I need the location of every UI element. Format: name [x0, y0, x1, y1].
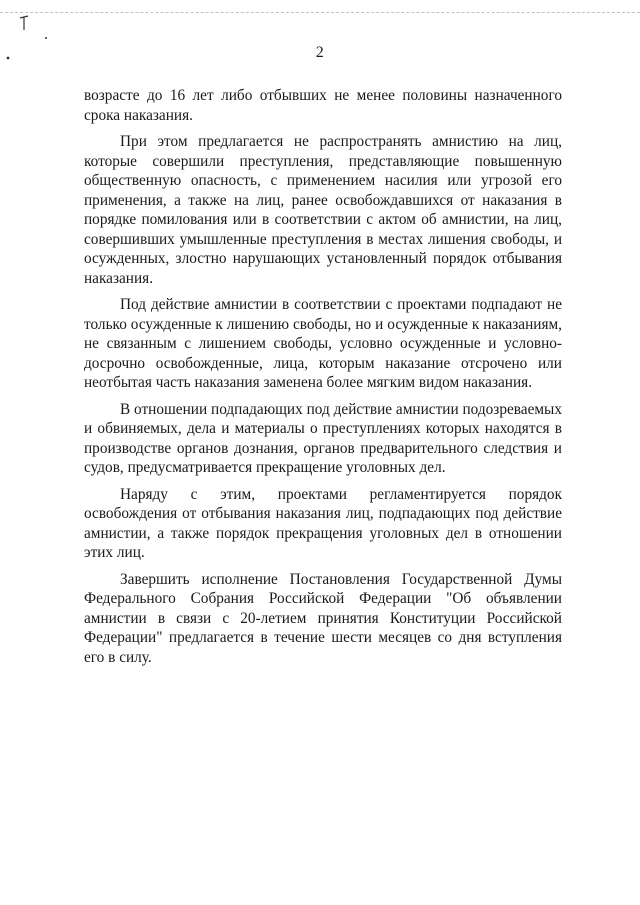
document-body: [84, 86, 562, 674]
paragraph-completion-term: Завершить исполнение Постановления Государственной Думы Федерального Собрания Российской Федерации "Об объявлении амнистии в связи с 20-летием принятия Конституции Российской Федерации" предлагается в течение шести месяцев со дня вступления его в силу.: [84, 570, 562, 666]
paragraph-amnesty-scope: Под действие амнистии в соответствии с проектами подпадают не только осужденные к лишению свободы, но и осужденные к наказаниям, не связанным с лишением свободы, условно осужденные и условно-досрочно освобожденные, лица, которым наказание отсрочено или неотбытая часть наказания заменена более мягким видом наказания.: [84, 296, 562, 391]
paragraph-continuation: возрасте до 16 лет либо отбывших не менее половины назначенного срока наказания.: [84, 87, 562, 124]
page-number: 2: [315, 44, 325, 61]
paragraph-release-procedure: Наряду с этим, проектами регламентируется порядок освобождения от отбывания наказания лиц, подпадающих под действие амнистии, а также порядок прекращения уголовных дел в отношении этих лиц.: [84, 485, 562, 561]
paragraph-amnesty-exclusions: При этом предлагается не распространять амнистию на лиц, которые совершили преступления, представляющие повышенную общественную опасность, с применением насилия или угрозой его применения, а также на лиц, ранее освобождавшихся от наказания в порядке помилования или в соответствии с актом об амнистии, на лиц, совершивших умышленные преступления в местах лишения свободы, и осужденных, злостно нарушающих установленный порядок отбывания наказания.: [84, 133, 562, 287]
scan-header-rule: [0, 12, 640, 13]
paragraph-case-termination: В отношении подпадающих под действие амнистии подозреваемых и обвиняемых, дела и материалы о преступлениях которых находятся в производстве органов дознания, органов предварительного следствия и судов, предусматривается прекращение уголовных дел.: [84, 400, 562, 476]
